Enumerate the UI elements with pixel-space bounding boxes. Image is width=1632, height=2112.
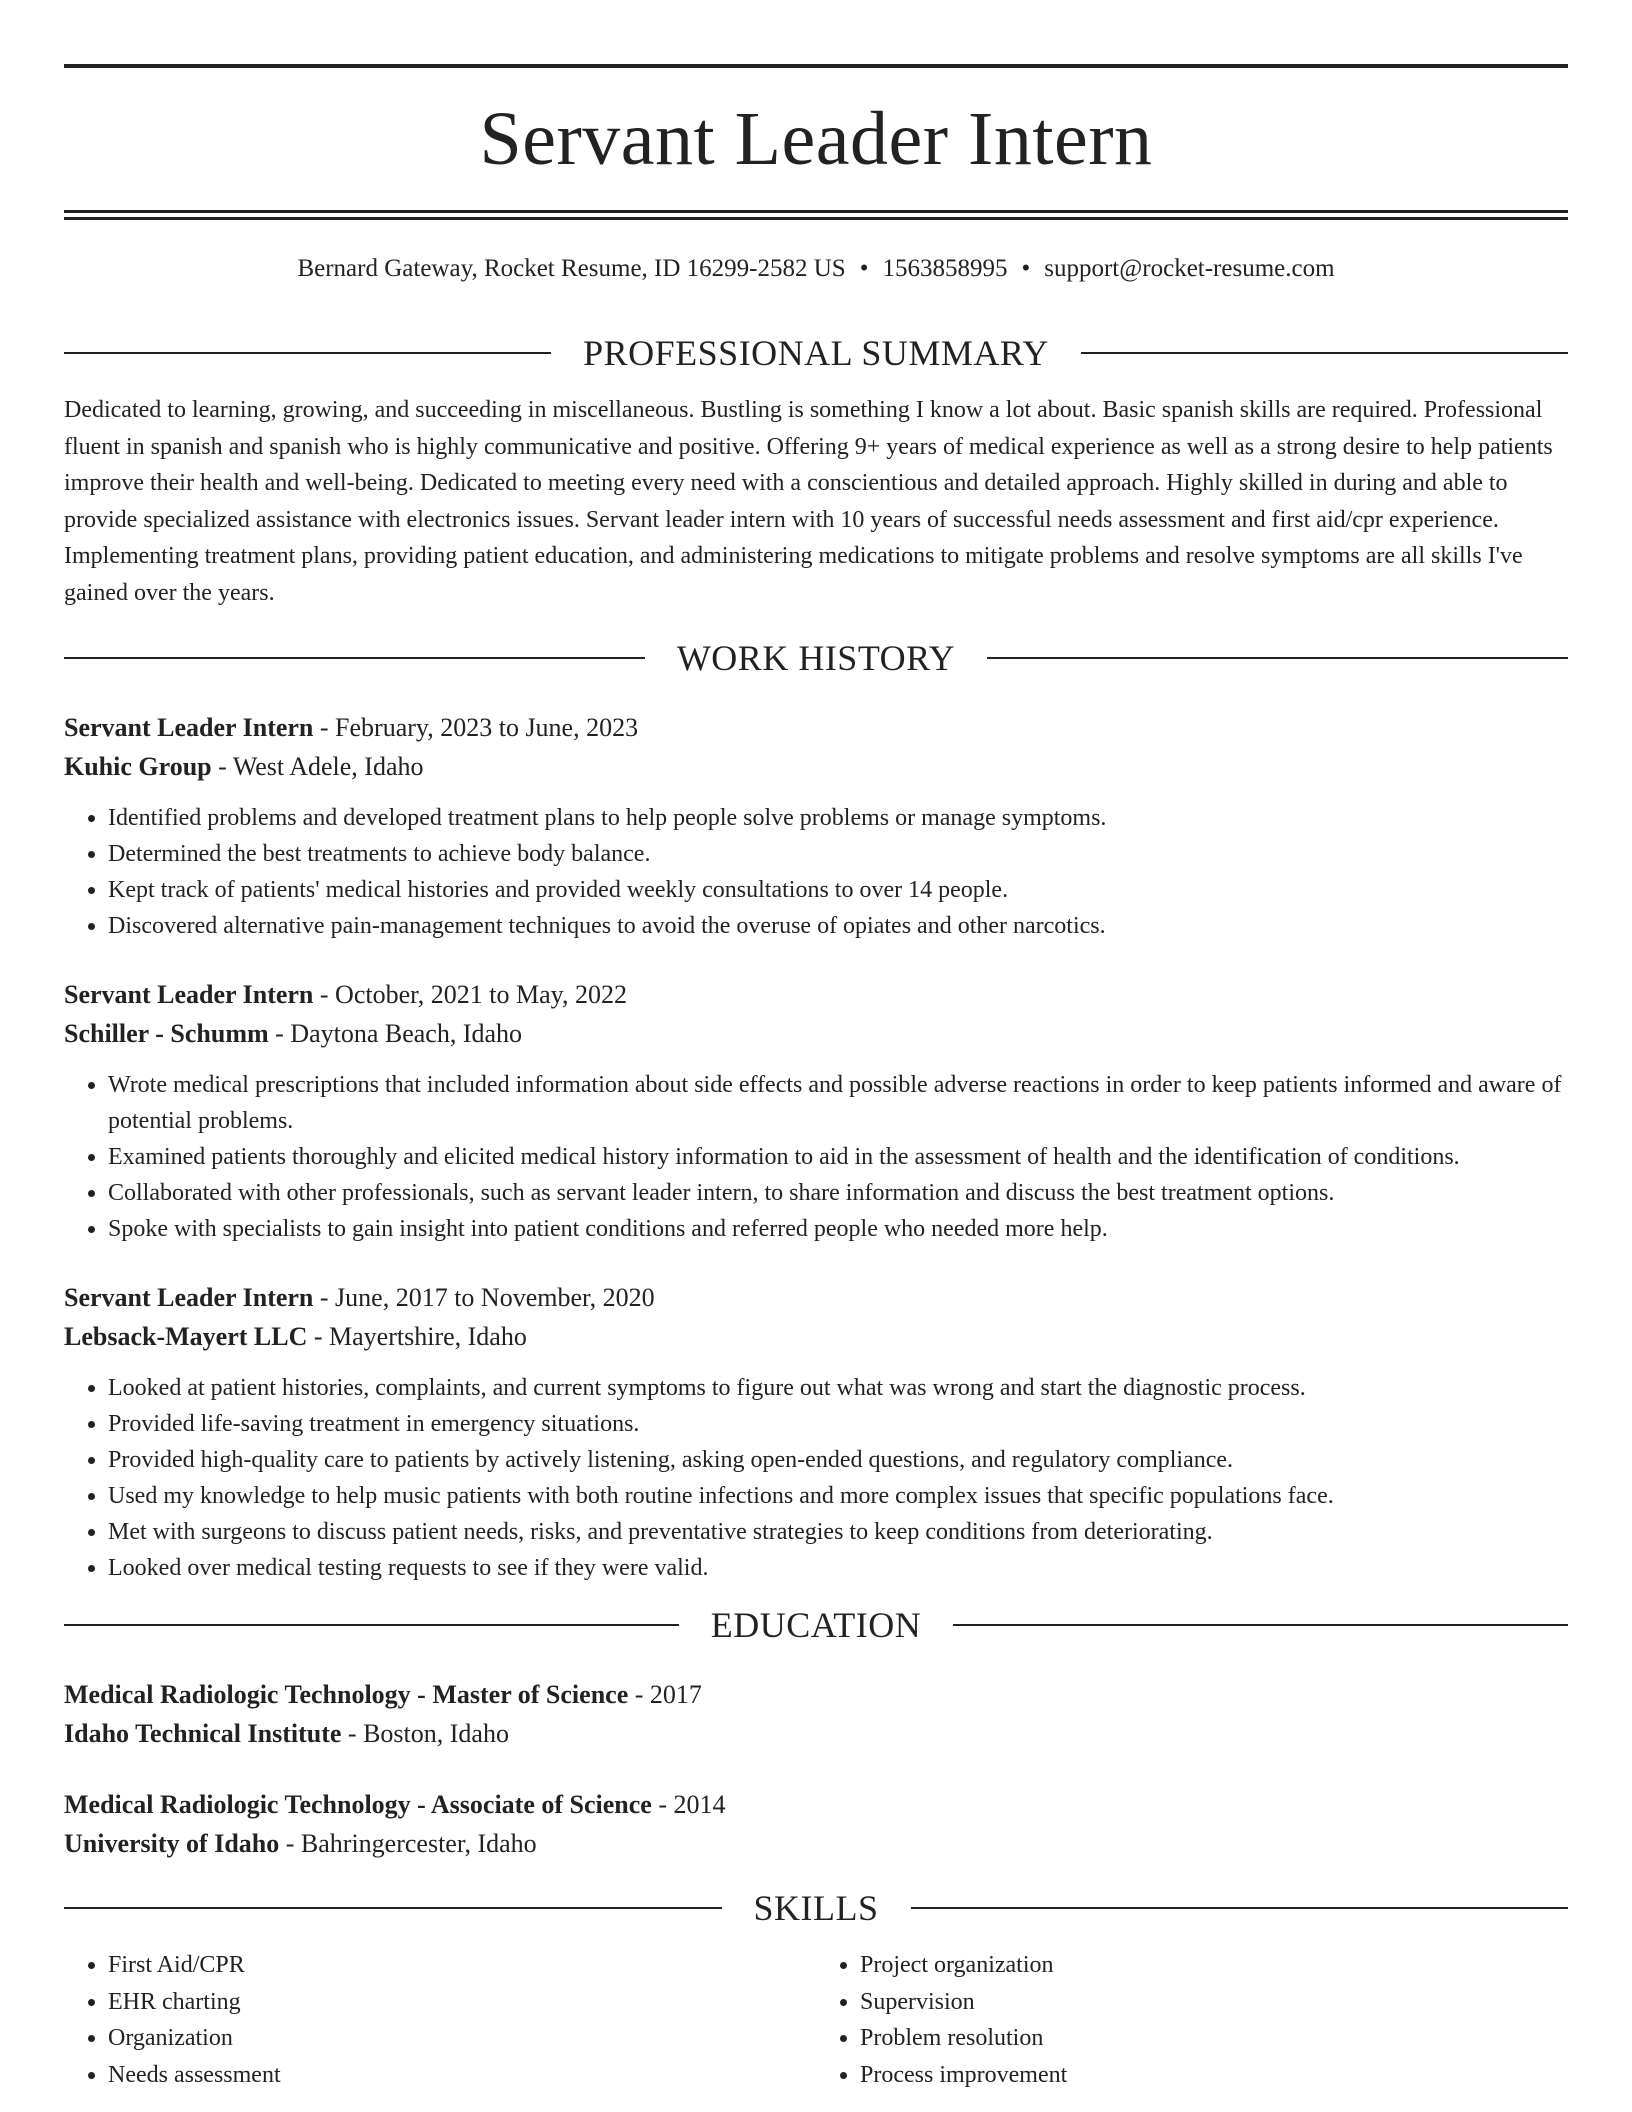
job-bullet: • Used my knowledge to help music patients with both routine infections and more complex issues that specific populations face. [108,1478,1568,1514]
job-bullet: • Collaborated with other professionals, such as servant leader intern, to share information and discuss the best treatment options. [108,1175,1568,1211]
candidate-name: Servant Leader Intern [479,96,1153,181]
job-location: - West Adele, Idaho [211,751,424,781]
job-bullet: • Spoke with specialists to gain insight into patient conditions and referred people who needed more help. [108,1211,1568,1247]
skill-item: • Project organization [860,1947,1568,1984]
education-entry [64,1676,1568,1753]
job-bullet: • Wrote medical prescriptions that included information about side effects and possible adverse reactions in order to keep patients informed and aware of potential problems. [108,1067,1568,1139]
section-rule-left [64,657,645,659]
section-rule-left [64,352,551,354]
section-header-education [64,1600,1568,1650]
job-title: Servant Leader Intern [64,713,314,742]
section-rule-right [1081,352,1568,354]
skill-item: • Problem resolution [860,2020,1568,2057]
education-degree: Medical Radiologic Technology - Associate of Science [64,1790,652,1819]
section-header-work [64,633,1568,683]
contact-address: Bernard Gateway, Rocket Resume, ID 16299-2582 US [297,255,846,282]
job-bullets [64,1067,1568,1247]
contact-email: support@rocket-resume.com [1044,255,1335,282]
skill-item: • Organization [108,2020,816,2057]
skill-item: • Process improvement [860,2057,1568,2094]
section-rule-right [953,1624,1568,1626]
section-title-skills: SKILLS [753,1888,879,1928]
name-double-rule [64,210,1568,220]
job-title-line [64,709,1568,748]
education-year: - 2017 [628,1680,702,1709]
contact-separator: • [859,255,869,282]
job-company: Schiller - Schumm [64,1018,269,1048]
job-bullet: • Looked over medical testing requests to see if they were valid. [108,1550,1568,1586]
education-location: - Boston, Idaho [341,1718,509,1748]
job-title-line [64,1279,1568,1318]
job-bullet: • Determined the best treatments to achieve body balance. [108,836,1568,872]
job-bullets [64,800,1568,944]
education-location: - Bahringercester, Idaho [279,1828,537,1858]
skill-item: • First Aid/CPR [108,1947,816,1984]
section-title-summary: PROFESSIONAL SUMMARY [583,333,1049,373]
job-company-line [64,1015,1568,1054]
section-header-summary [64,328,1568,378]
resume-page [64,64,1568,2093]
job-title: Servant Leader Intern [64,1283,314,1312]
skills-column-left [64,1947,816,2093]
job-entry [64,709,1568,944]
job-bullet: • Identified problems and developed treatment plans to help people solve problems or manage symptoms. [108,800,1568,836]
section-rule-right [987,657,1568,659]
section-title-education: EDUCATION [710,1605,922,1645]
education-school-line [64,1715,1568,1754]
job-dates: - June, 2017 to November, 2020 [313,1283,655,1312]
contact-phone: 1563858995 [882,255,1008,282]
job-company-line [64,1318,1568,1357]
education-school: University of Idaho [64,1828,280,1858]
contact-separator: • [1021,255,1031,282]
section-rule-left [64,1624,679,1626]
job-dates: - October, 2021 to May, 2022 [313,980,627,1009]
job-company: Kuhic Group [64,751,212,781]
skills-list [64,1933,1568,2093]
summary-text: Dedicated to learning, growing, and succeeding in miscellaneous. Bustling is something I know a lot about. Basic spanish skills are required. Professional fluent in spanish and spanish who is highly communicative and positive. Offering 9+ years of medical experience as well as a strong desire to help patients improve their health and well-being. Dedicated to meeting every need with a conscientious and detailed approach. Highly skilled in during and able to provide specialized assistance with electronics issues. Servant leader intern with 10 years of successful needs assessment and first aid/cpr experience. Implementing treatment plans, providing patient education, and administering medications to mitigate problems and resolve symptoms are all skills I've gained over the years. [64,397,1553,606]
education-school-line [64,1825,1568,1864]
section-rule-left [64,1907,722,1909]
job-entry [64,976,1568,1247]
job-bullet: • Looked at patient histories, complaints, and current symptoms to figure out what was wrong and start the diagnostic process. [108,1370,1568,1406]
section-header-skills [64,1883,1568,1933]
education-school: Idaho Technical Institute [64,1718,342,1748]
job-company-line [64,748,1568,787]
education-degree-line [64,1786,1568,1825]
job-bullet: • Met with surgeons to discuss patient needs, risks, and preventative strategies to keep conditions from deteriorating. [108,1514,1568,1550]
education-year: - 2014 [651,1790,726,1819]
section-rule-right [911,1907,1569,1909]
job-title: Servant Leader Intern [64,980,314,1009]
skills-column-right [816,1947,1568,2093]
job-dates: - February, 2023 to June, 2023 [313,713,639,742]
job-bullet: • Examined patients thoroughly and elicited medical history information to aid in the assessment of health and the identification of conditions. [108,1139,1568,1175]
skill-item: • EHR charting [108,1984,816,2021]
job-bullets [64,1370,1568,1586]
contact-line [64,254,1568,284]
job-company: Lebsack-Mayert LLC [64,1321,308,1351]
job-bullet: • Discovered alternative pain-management techniques to avoid the overuse of opiates and other narcotics. [108,908,1568,944]
job-entry [64,1279,1568,1586]
education-degree: Medical Radiologic Technology - Master of Science [64,1680,629,1709]
job-location: - Daytona Beach, Idaho [268,1018,523,1048]
skill-item: • Supervision [860,1984,1568,2021]
job-bullet: • Kept track of patients' medical histories and provided weekly consultations to over 14 people. [108,872,1568,908]
job-bullet: • Provided high-quality care to patients by actively listening, asking open-ended questions, and regulatory compliance. [108,1442,1568,1478]
section-title-work: WORK HISTORY [676,638,956,678]
name-block [64,68,1568,210]
skill-item: • Needs assessment [108,2057,816,2094]
job-title-line [64,976,1568,1015]
job-location: - Mayertshire, Idaho [307,1321,527,1351]
education-degree-line [64,1676,1568,1715]
job-bullet: • Provided life-saving treatment in emergency situations. [108,1406,1568,1442]
education-entry [64,1786,1568,1863]
